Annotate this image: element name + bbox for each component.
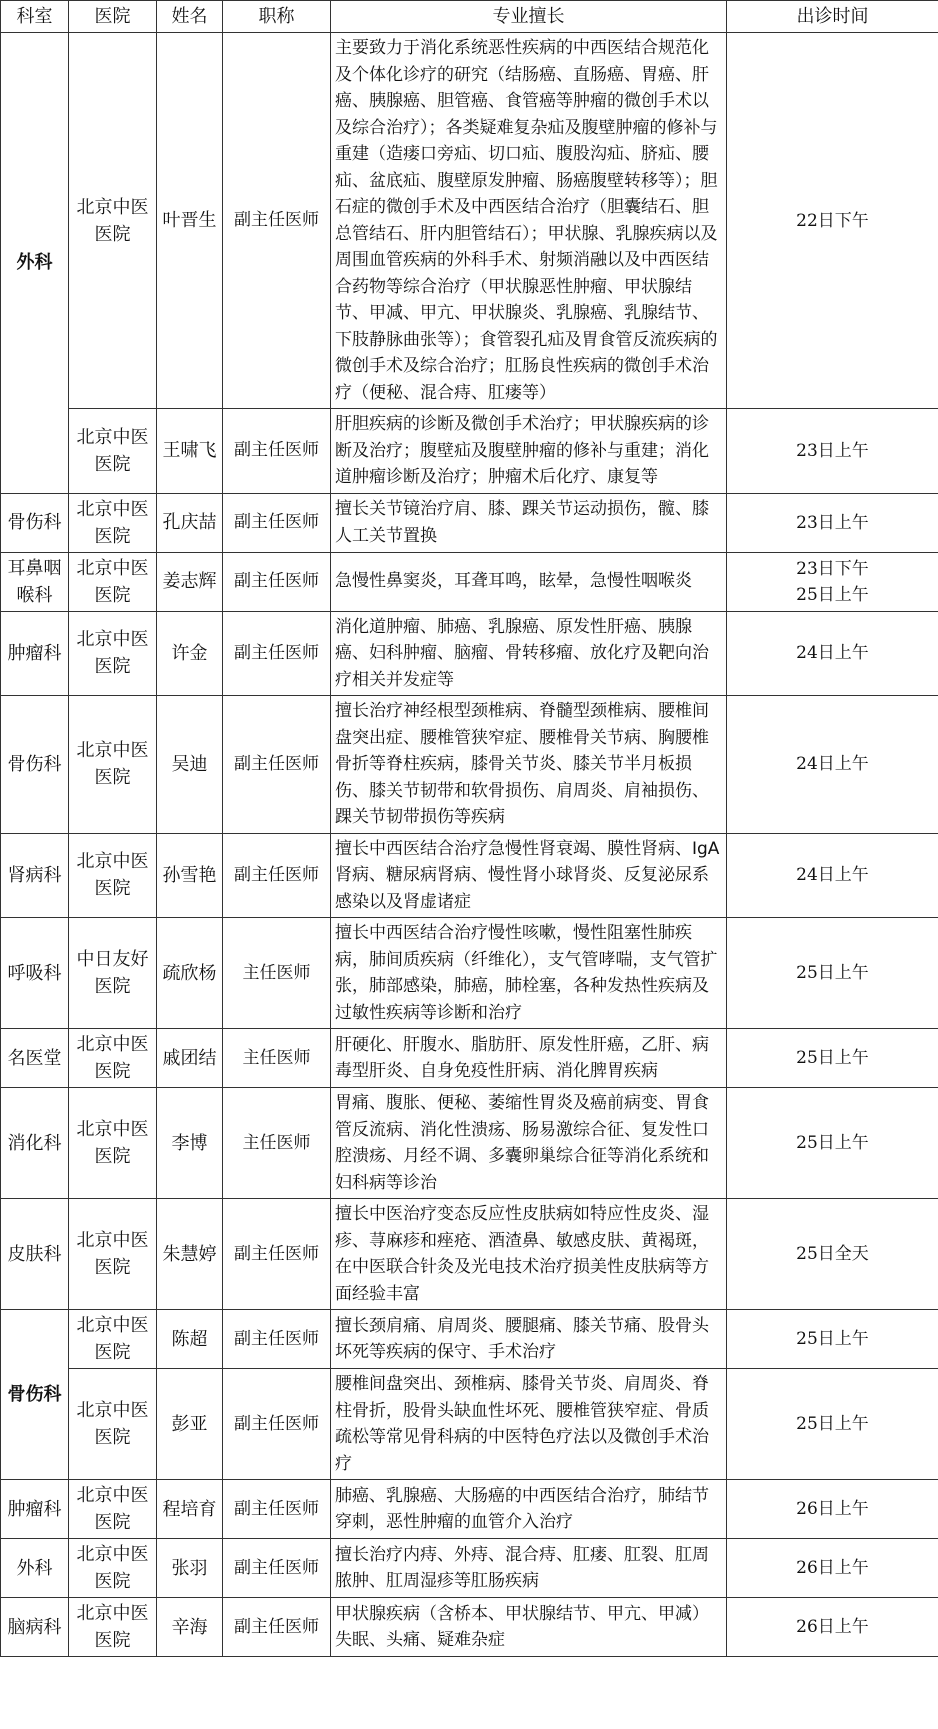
doctor-name-cell: 孔庆喆 <box>157 493 223 552</box>
doctor-name-cell: 张羽 <box>157 1539 223 1598</box>
title-cell: 副主任医师 <box>223 833 331 918</box>
dept-cell: 名医堂 <box>1 1029 69 1088</box>
time-cell: 24日上午 <box>727 833 938 918</box>
hospital-cell: 北京中医医院 <box>69 1369 157 1480</box>
hospital-cell: 北京中医医院 <box>69 1029 157 1088</box>
time-cell: 25日上午 <box>727 918 938 1029</box>
hospital-cell: 北京中医医院 <box>69 33 157 409</box>
doctor-name-cell: 程培育 <box>157 1480 223 1539</box>
title-cell: 副主任医师 <box>223 696 331 834</box>
table-row <box>1 833 938 918</box>
time-cell: 24日上午 <box>727 611 938 696</box>
specialty-cell: 腰椎间盘突出、颈椎病、膝骨关节炎、肩周炎、脊柱骨折，股骨头缺血性坏死、腰椎管狭窄症、骨质疏松等常见骨科病的中医特色疗法以及微创手术治疗 <box>331 1369 727 1480</box>
doctor-name-cell: 许金 <box>157 611 223 696</box>
specialty-cell: 擅长中医治疗变态反应性皮肤病如特应性皮炎、湿疹、荨麻疹和痤疮、酒渣鼻、敏感皮肤、黄褐斑，在中医联合针灸及光电技术治疗损美性皮肤病等方面经验丰富 <box>331 1199 727 1310</box>
dept-cell: 耳鼻咽喉科 <box>1 552 69 611</box>
specialty-cell: 消化道肿瘤、肺癌、乳腺癌、原发性肝癌、胰腺癌、妇科肿瘤、脑瘤、骨转移瘤、放化疗及靶向治疗相关并发症等 <box>331 611 727 696</box>
header-row <box>1 1 938 33</box>
title-cell: 副主任医师 <box>223 1480 331 1539</box>
table-row <box>1 1598 938 1657</box>
hospital-cell: 北京中医医院 <box>69 493 157 552</box>
specialty-cell: 擅长中西医结合治疗急慢性肾衰竭、膜性肾病、IgA肾病、糖尿病肾病、慢性肾小球肾炎、反复泌尿系感染以及肾虚诸症 <box>331 833 727 918</box>
time-cell: 25日上午 <box>727 1369 938 1480</box>
title-cell: 副主任医师 <box>223 1199 331 1310</box>
title-cell: 主任医师 <box>223 1088 331 1199</box>
title-cell: 副主任医师 <box>223 611 331 696</box>
hospital-cell: 北京中医医院 <box>69 409 157 494</box>
table-row <box>1 1199 938 1310</box>
header-title: 职称 <box>223 1 331 33</box>
title-cell: 副主任医师 <box>223 1539 331 1598</box>
time-line-2: 25日上午 <box>796 584 869 605</box>
time-cell: 23日上午 <box>727 409 938 494</box>
dept-cell: 肿瘤科 <box>1 1480 69 1539</box>
time-cell: 23日上午 <box>727 493 938 552</box>
doctor-name-cell: 李博 <box>157 1088 223 1199</box>
hospital-cell: 北京中医医院 <box>69 1480 157 1539</box>
title-cell: 副主任医师 <box>223 1310 331 1369</box>
hospital-cell: 北京中医医院 <box>69 552 157 611</box>
doctor-name-cell: 彭亚 <box>157 1369 223 1480</box>
specialty-cell: 甲状腺疾病（含桥本、甲状腺结节、甲亢、甲减）失眠、头痛、疑难杂症 <box>331 1598 727 1657</box>
hospital-cell: 北京中医医院 <box>69 1539 157 1598</box>
doctor-name-cell: 叶晋生 <box>157 33 223 409</box>
title-cell: 副主任医师 <box>223 493 331 552</box>
table-row <box>1 493 938 552</box>
title-cell: 副主任医师 <box>223 409 331 494</box>
dept-cell: 肿瘤科 <box>1 611 69 696</box>
hospital-cell: 北京中医医院 <box>69 696 157 834</box>
table-row <box>1 1539 938 1598</box>
doctor-name-cell: 朱慧婷 <box>157 1199 223 1310</box>
specialty-cell: 擅长颈肩痛、肩周炎、腰腿痛、膝关节痛、股骨头坏死等疾病的保守、手术治疗 <box>331 1310 727 1369</box>
hospital-cell: 北京中医医院 <box>69 1199 157 1310</box>
dept-cell: 骨伤科 <box>1 1310 69 1480</box>
title-cell: 主任医师 <box>223 918 331 1029</box>
specialty-cell: 擅长关节镜治疗肩、膝、踝关节运动损伤，髋、膝人工关节置换 <box>331 493 727 552</box>
hospital-cell: 北京中医医院 <box>69 611 157 696</box>
specialty-cell: 急慢性鼻窦炎，耳聋耳鸣，眩晕，急慢性咽喉炎 <box>331 552 727 611</box>
header-name: 姓名 <box>157 1 223 33</box>
title-cell: 副主任医师 <box>223 1598 331 1657</box>
time-cell: 25日全天 <box>727 1199 938 1310</box>
time-cell: 22日下午 <box>727 33 938 409</box>
dept-cell: 脑病科 <box>1 1598 69 1657</box>
table-row <box>1 1480 938 1539</box>
specialty-cell: 擅长治疗神经根型颈椎病、脊髓型颈椎病、腰椎间盘突出症、腰椎管狭窄症、腰椎骨关节病、胸腰椎骨折等脊柱疾病，膝骨关节炎、膝关节半月板损伤、膝关节韧带和软骨损伤、肩周炎、肩袖损伤、踝关节韧带损伤等疾病 <box>331 696 727 834</box>
table-row <box>1 1088 938 1199</box>
title-cell: 副主任医师 <box>223 552 331 611</box>
doctor-name-cell: 戚团结 <box>157 1029 223 1088</box>
hospital-cell: 北京中医医院 <box>69 833 157 918</box>
table-row <box>1 1310 938 1369</box>
specialty-cell: 肝胆疾病的诊断及微创手术治疗；甲状腺疾病的诊断及治疗；腹壁疝及腹壁肿瘤的修补与重建；消化道肿瘤诊断及治疗；肿瘤术后化疗、康复等 <box>331 409 727 494</box>
specialty-cell: 肝硬化、肝腹水、脂肪肝、原发性肝癌，乙肝、病毒型肝炎、自身免疫性肝病、消化脾胃疾病 <box>331 1029 727 1088</box>
doctor-name-cell: 疏欣杨 <box>157 918 223 1029</box>
dept-cell: 肾病科 <box>1 833 69 918</box>
dept-cell: 呼吸科 <box>1 918 69 1029</box>
time-cell: 25日上午 <box>727 1310 938 1369</box>
table-row <box>1 611 938 696</box>
table-row <box>1 409 938 494</box>
header-specialty: 专业擅长 <box>331 1 727 33</box>
doctor-name-cell: 王啸飞 <box>157 409 223 494</box>
time-cell: 26日上午 <box>727 1539 938 1598</box>
header-time: 出诊时间 <box>727 1 938 33</box>
header-dept: 科室 <box>1 1 69 33</box>
dept-cell: 骨伤科 <box>1 696 69 834</box>
title-cell: 主任医师 <box>223 1029 331 1088</box>
hospital-cell: 北京中医医院 <box>69 1088 157 1199</box>
specialty-cell: 擅长治疗内痔、外痔、混合痔、肛瘘、肛裂、肛周脓肿、肛周湿疹等肛肠疾病 <box>331 1539 727 1598</box>
time-line-1: 23日下午 <box>796 558 869 579</box>
table-row <box>1 1029 938 1088</box>
title-cell: 副主任医师 <box>223 33 331 409</box>
dept-cell: 外科 <box>1 1539 69 1598</box>
dept-cell: 外科 <box>1 33 69 494</box>
table-row <box>1 1369 938 1480</box>
time-cell: 26日上午 <box>727 1480 938 1539</box>
specialty-cell: 胃痛、腹胀、便秘、萎缩性胃炎及癌前病变、胃食管反流病、消化性溃疡、肠易激综合征、复发性口腔溃疡、月经不调、多囊卵巢综合征等消化系统和妇科病等诊治 <box>331 1088 727 1199</box>
doctor-name-cell: 陈超 <box>157 1310 223 1369</box>
hospital-cell: 北京中医医院 <box>69 1598 157 1657</box>
header-hospital: 医院 <box>69 1 157 33</box>
specialty-cell: 肺癌、乳腺癌、大肠癌的中西医结合治疗，肺结节穿刺，恶性肿瘤的血管介入治疗 <box>331 1480 727 1539</box>
dept-cell: 消化科 <box>1 1088 69 1199</box>
doctor-name-cell: 姜志辉 <box>157 552 223 611</box>
time-cell <box>727 552 938 611</box>
table-row <box>1 33 938 409</box>
doctor-name-cell: 辛海 <box>157 1598 223 1657</box>
table-row <box>1 552 938 611</box>
table-row <box>1 918 938 1029</box>
time-cell: 25日上午 <box>727 1029 938 1088</box>
doctor-name-cell: 孙雪艳 <box>157 833 223 918</box>
time-cell: 26日上午 <box>727 1598 938 1657</box>
specialty-cell: 主要致力于消化系统恶性疾病的中西医结合规范化及个体化诊疗的研究（结肠癌、直肠癌、胃癌、肝癌、胰腺癌、胆管癌、食管癌等肿瘤的微创手术以及综合治疗）；各类疑难复杂疝及腹壁肿瘤的修补与重建（造瘘口旁疝、切口疝、腹股沟疝、脐疝、腰疝、盆底疝、腹壁原发肿瘤、肠癌腹壁转移等）；胆石症的微创手术及中西医结合治疗（胆囊结石、胆总管结石、肝内胆管结石）；甲状腺、乳腺疾病以及周围血管疾病的外科手术、射频消融以及中西医结合药物等综合治疗（甲状腺恶性肿瘤、甲状腺结节、甲减、甲亢、甲状腺炎、乳腺癌、乳腺结节、下肢静脉曲张等）；食管裂孔疝及胃食管反流疾病的微创手术及综合治疗；肛肠良性疾病的微创手术治疗（便秘、混合痔、肛瘘等） <box>331 33 727 409</box>
time-cell: 25日上午 <box>727 1088 938 1199</box>
doctor-name-cell: 吴迪 <box>157 696 223 834</box>
hospital-cell: 中日友好医院 <box>69 918 157 1029</box>
specialty-cell: 擅长中西医结合治疗慢性咳嗽，慢性阻塞性肺疾病，肺间质疾病（纤维化），支气管哮喘，支气管扩张，肺部感染，肺癌，肺栓塞，各种发热性疾病及过敏性疾病等诊断和治疗 <box>331 918 727 1029</box>
time-cell: 24日上午 <box>727 696 938 834</box>
dept-cell: 皮肤科 <box>1 1199 69 1310</box>
title-cell: 副主任医师 <box>223 1369 331 1480</box>
table-row <box>1 696 938 834</box>
dept-cell: 骨伤科 <box>1 493 69 552</box>
hospital-cell: 北京中医医院 <box>69 1310 157 1369</box>
